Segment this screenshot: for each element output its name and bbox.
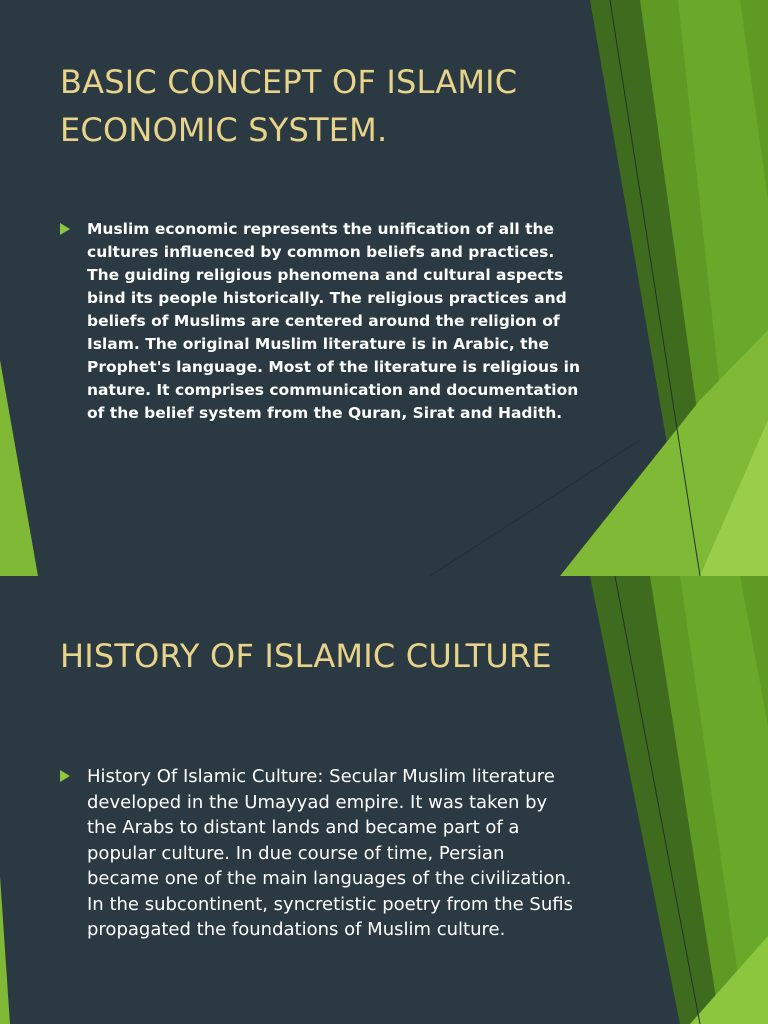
bullet-item <box>60 764 580 943</box>
slide-2 <box>0 576 768 1024</box>
slide-title: HISTORY OF ISLAMIC CULTURE <box>60 637 552 675</box>
bullet-text: History Of Islamic Culture: Secular Muslim literature developed in the Umayyad empire. It was taken by the Arabs to distant lands and became part of a popular culture. In due course of time, Persian became one of the main languages of the civilization. In the subcontinent, syncretistic poetry from the Sufis propagated the foundations of Muslim culture. <box>87 766 573 940</box>
bullet-item <box>60 218 585 425</box>
slide-title: BASIC CONCEPT OF ISLAMIC ECONOMIC SYSTEM. <box>60 63 518 149</box>
triangle-right-icon <box>60 223 70 235</box>
bullet-text: Muslim economic represents the unification of all the cultures influenced by common beliefs and practices. The guiding religious phenomena and cultural aspects bind its people historically. The religious practices and beliefs of Muslims are centered around the religion of Islam. The original Muslim literature is in Arabic, the Prophet's language. Most of the literature is religious in nature. It comprises communication and documentation of the belief system from the Quran, Sirat and Hadith. <box>87 220 581 422</box>
triangle-right-icon <box>60 770 70 782</box>
